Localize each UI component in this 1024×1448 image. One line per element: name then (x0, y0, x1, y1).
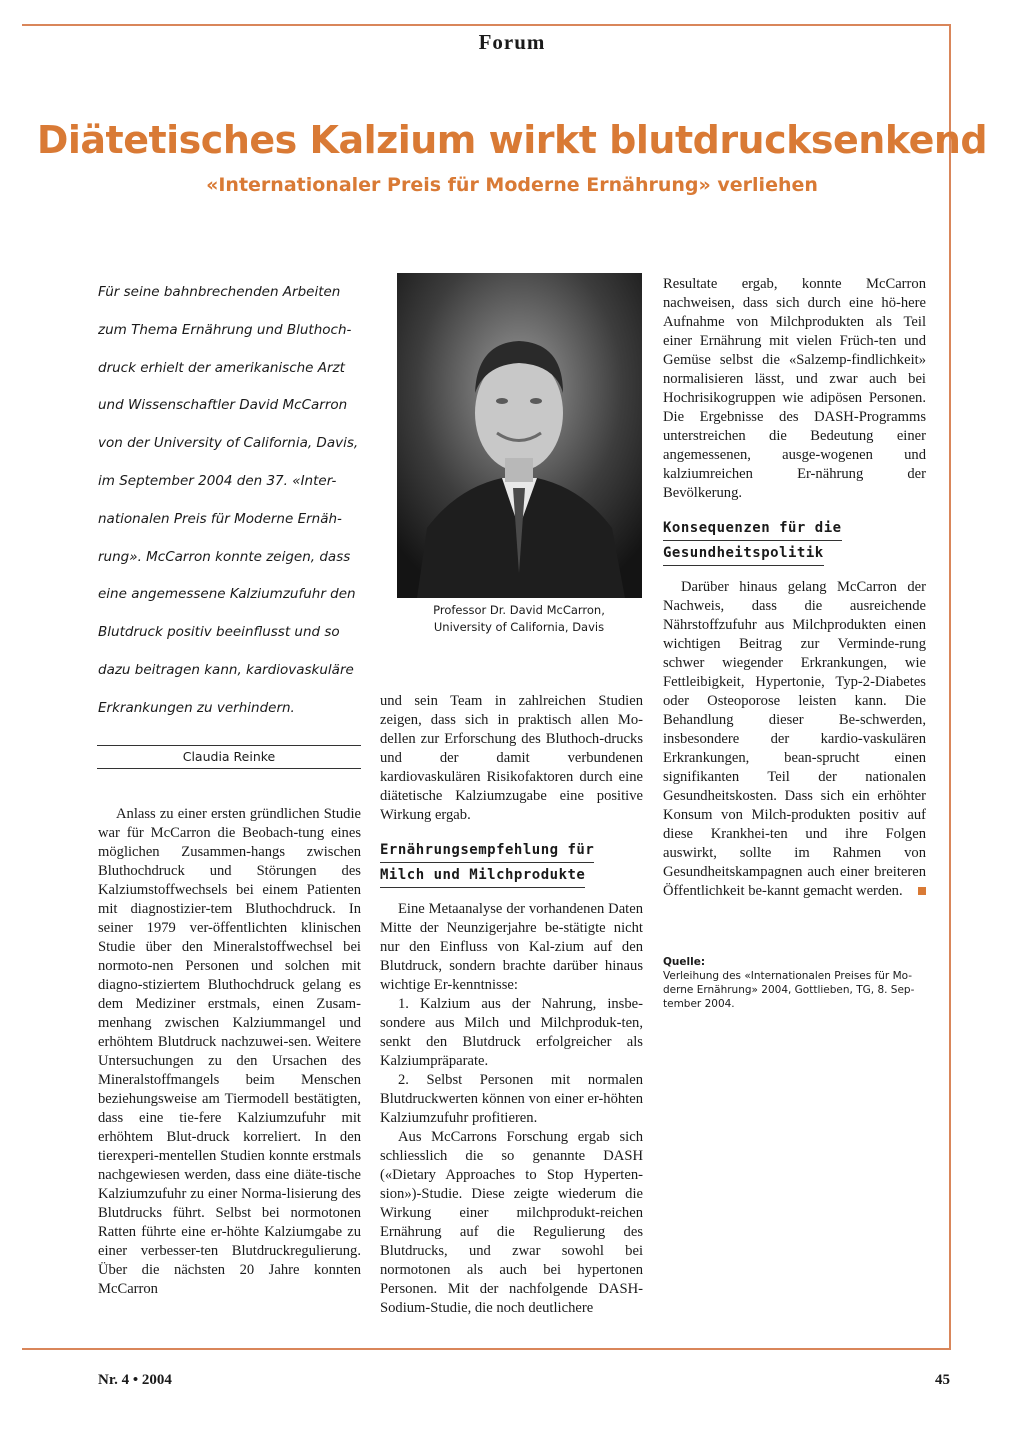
caption-line: University of California, Davis (433, 620, 605, 634)
end-mark-icon (918, 887, 926, 895)
body-paragraph (663, 578, 926, 901)
body-paragraph: Aus McCarrons Forschung ergab sich schliesslich die so genannte DASH («Dietary Approaches to Stop Hyperten-sion»)-Studie. Diese zeigte wiederum die Wirkung einer milchprodukt-reichen Ernährung auf die Regulierung des Blutdrucks, und zwar sowohl bei normotonen als auch bei hypertonen Personen. Mit der nachfolgende DASH-Sodium-Studie, die noch deutlichere (380, 1129, 643, 1316)
heading-line: Gesundheitspolitik (663, 541, 824, 566)
photo-caption (385, 602, 653, 636)
column-2 (380, 692, 643, 1318)
issue-number: Nr. 4 • 2004 (98, 1372, 172, 1388)
body-paragraph: und sein Team in zahlreichen Studien zeigen, dass sich in praktisch allen Mo-dellen zur Erforschung des Bluthoch-drucks und der damit verbundenen kardiovaskulären Risikofaktoren durch eine diätetische Kalziumzugabe eine positive Wirkung ergab. (380, 693, 643, 823)
body-paragraph: Resultate ergab, konnte McCarron nachweisen, dass sich durch eine hö-here Aufnahme von Milchprodukten als Teil einer Ernährung mit vielen Früch-ten und Gemüse selbst die «Salzemp-findlichkeit» normalisieren lässt, und zwar auch bei Hochrisikogruppen wie adipösen Personen. Die Ergebnisse des DASH-Programms unterstreichen die Bedeutung einer angemessenen, ausge-wogenen und kalziumreichen Er-nährung der Bevölkerung. (663, 276, 926, 501)
column-1 (98, 805, 361, 1299)
heading-line: Milch und Milchprodukte (380, 863, 585, 888)
page-number: 45 (935, 1372, 950, 1388)
author-name: Claudia Reinke (97, 745, 361, 769)
section-heading (663, 516, 926, 566)
body-paragraph: Anlass zu einer ersten gründlichen Studie war für McCarron die Beobach-tung eines möglichen Zusammen-hangs zwischen Bluthochdruck und Störungen des Kalziumstoffwechsels bei einem Patienten mit diagnostizier-tem Bluthochdruck. In seiner 1979 ver-öffentlichten klinischen Studie über den Mineralstoffwechsel bei normoto-nen Personen und solchen mit diagno-stiziertem Bluthochdruck gelang es dem Mediziner erstmals, einen Zusam-menhang zwischen Kalziummangel und erhöhtem Blutdruck nachzuwei-sen. Weitere Untersuchungen zu den Ursachen des Mineralstoffmangels beim Menschen beziehungsweise am Tiermodell bestätigten, dass eine tie-fere Kalziumzufuhr mit erhöhtem Blut-druck korreliert. In den tierexperi-mentellen Studien konnte erstmals nachgewiesen werden, dass eine diäte-tische Kalziumzufuhr zu einer Norma-lisierung des Blutdrucks führt. Selbst bei normotonen Ratten führte eine er-höhte Kalziumgabe zu einer verbesser-ten Blutdruckregulierung. Über die nächsten 20 Jahre konnten McCarron (98, 806, 361, 1297)
section-label: Forum (478, 30, 546, 54)
body-paragraph: Eine Metaanalyse der vorhandenen Daten Mitte der Neunzigerjahre be-stätigte nicht nur den Einfluss von Kal-zium auf den Blutdruck, sondern brachte darüber hinaus wichtige Er-kenntnisse: (380, 901, 643, 993)
article-subtitle: «Internationaler Preis für Moderne Ernährung» verliehen (206, 174, 818, 196)
source-text: Verleihung des «Internationalen Preises für Mo-derne Ernährung» 2004, Gottlieben, TG, 8. Sep-tember 2004. (663, 970, 915, 1010)
body-paragraph: 2. Selbst Personen mit normalen Blutdruckwerten können von einer er-höhten Kalziumzufuhr profitieren. (380, 1072, 643, 1126)
portrait-photo (397, 273, 642, 598)
column-3 (663, 275, 926, 901)
source-note (663, 955, 926, 1011)
body-text: Darüber hinaus gelang McCarron der Nachweis, dass die ausreichende Nährstoffzufuhr aus Milchprodukten einen wichtigen Beitrag zur Verminde-rung schwer wiegender Erkrankungen, wie Fettleibigkeit, Hypertonie, Typ-2-Diabetes oder Osteoporose leisten kann. Die Behandlung dieser Be-schwerden, insbesondere der kardio-vaskulären Erkrankungen, bean-sprucht einen signifikanten Teil der nationalen Gesundheitskosten. Dass sich ein erhöhter Konsum von Milch-produkten positiv auf diese Krankhei-ten und ihre Folgen auswirkt, sollte im Rahmen von Gesundheitskampagnen auch einer breiteren Öffentlichkeit be-kannt gemacht werden. (663, 579, 926, 899)
lead-paragraph: Für seine bahnbrechenden Arbeiten zum Thema Ernährung und Bluthoch-druck erhielt der amerikanische Arzt und Wissenschaftler David McCarron von der University of California, Davis, im September 2004 den 37. «Inter-nationalen Preis für Moderne Ernäh-rung». McCarron konnte zeigen, dass eine angemessene Kalziumzufuhr den Blutdruck positiv beeinflusst und so dazu beitragen kann, kardiovaskuläre Erkrankungen zu verhindern. (98, 284, 359, 716)
body-paragraph: 1. Kalzium aus der Nahrung, insbe-sondere aus Milch und Milchproduk-ten, senkt den Blutdruck erfolgreicher als Kalziumpräparate. (380, 996, 643, 1069)
article-title: Diätetisches Kalzium wirkt blutdrucksenkend (36, 118, 988, 162)
heading-line: Ernährungsempfehlung für (380, 838, 594, 863)
caption-line: Professor Dr. David McCarron, (433, 603, 605, 617)
heading-line: Konsequenzen für die (663, 516, 842, 541)
section-heading (380, 838, 643, 888)
source-label: Quelle: (663, 956, 706, 968)
portrait-illustration (397, 273, 642, 598)
